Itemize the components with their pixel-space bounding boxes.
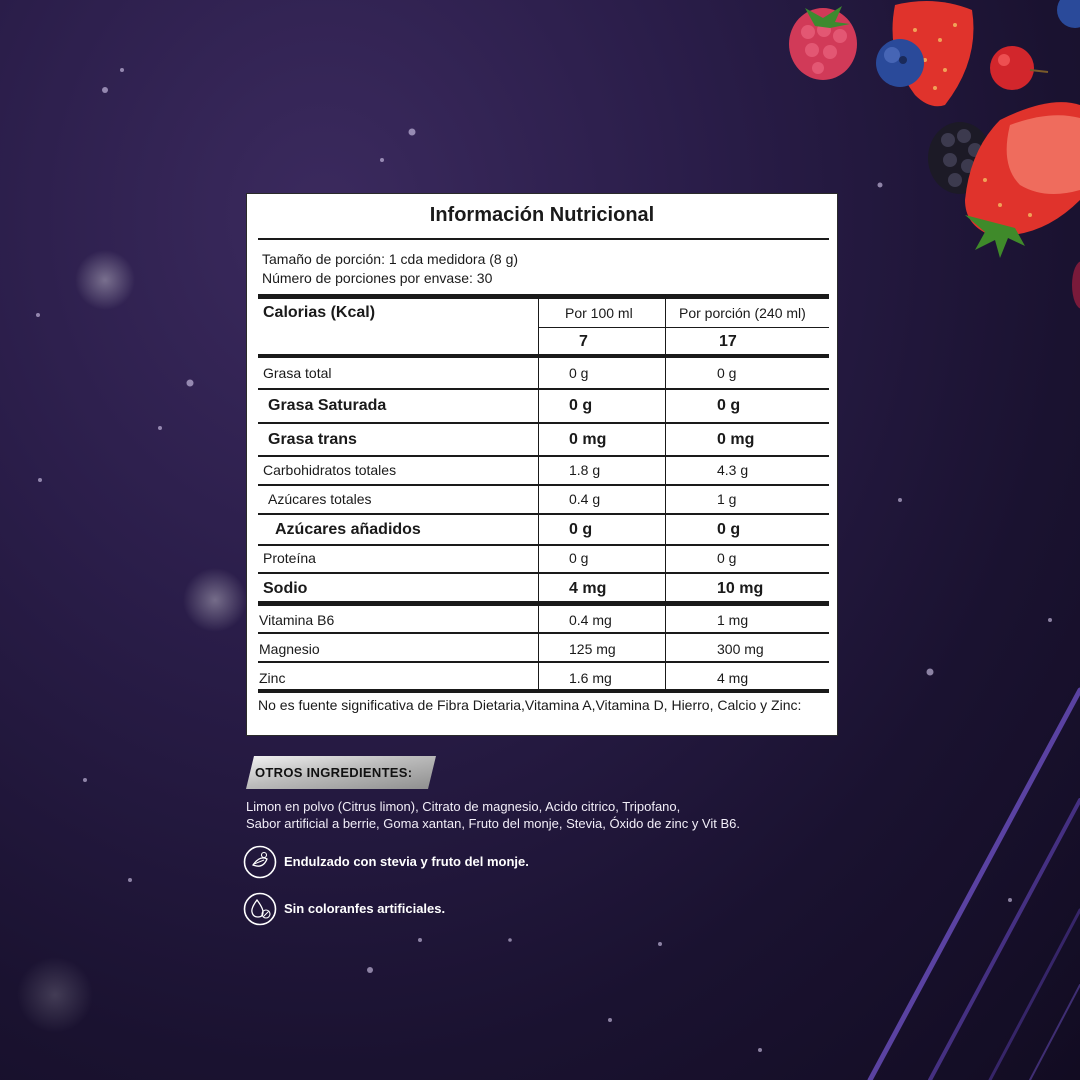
bokeh-light bbox=[183, 568, 247, 632]
nutrient-per-100ml: 4 mg bbox=[569, 580, 607, 597]
calories-per-100ml: 7 bbox=[579, 333, 588, 350]
nutrient-name: Proteína bbox=[263, 550, 316, 566]
nutrient-per-100ml: 0 g bbox=[569, 550, 589, 566]
divider-thick bbox=[258, 689, 829, 693]
nutrient-per-100ml: 0.4 mg bbox=[569, 612, 612, 628]
bokeh-light bbox=[17, 957, 93, 1033]
nutrient-name: Sodio bbox=[263, 580, 308, 597]
nutrient-name: Grasa trans bbox=[268, 431, 357, 448]
servings-per-container: Número de porciones por envase: 30 bbox=[262, 270, 493, 286]
no-colorant-drop-icon bbox=[243, 892, 277, 926]
divider bbox=[258, 513, 829, 515]
nutrient-per-100ml: 0 g bbox=[569, 521, 593, 538]
divider bbox=[539, 327, 829, 328]
nutrient-name: Grasa total bbox=[263, 365, 332, 381]
bokeh-light bbox=[75, 250, 135, 310]
nutrient-per-serving: 0 g bbox=[717, 550, 737, 566]
nutrient-per-100ml: 1.8 g bbox=[569, 462, 601, 478]
divider bbox=[258, 632, 829, 634]
nutrient-per-serving: 1 g bbox=[717, 491, 737, 507]
nutrient-per-serving: 0 mg bbox=[717, 431, 755, 448]
nutrient-name: Grasa Saturada bbox=[268, 397, 387, 414]
nutrient-per-100ml: 0 mg bbox=[569, 431, 607, 448]
serving-size: Tamaño de porción: 1 cda medidora (8 g) bbox=[262, 251, 519, 267]
feature-text: Endulzado con stevia y fruto del monje. bbox=[284, 854, 529, 869]
currant-icon bbox=[990, 46, 1048, 90]
nutrient-per-100ml: 0 g bbox=[569, 397, 593, 414]
stevia-leaf-icon bbox=[243, 845, 277, 879]
berry-edge bbox=[1072, 261, 1080, 309]
footnote: No es fuente significativa de Fibra Dietaria,Vitamina A,Vitamina D, Hierro, Calcio y Zinc: bbox=[258, 697, 802, 713]
raspberry-icon bbox=[789, 6, 857, 80]
divider bbox=[258, 238, 829, 240]
divider bbox=[258, 422, 829, 424]
nutrient-per-serving: 1 mg bbox=[717, 612, 749, 628]
strawberry-icon bbox=[965, 102, 1080, 258]
nutrient-per-serving: 10 mg bbox=[717, 580, 764, 597]
nutrient-name: Magnesio bbox=[259, 641, 320, 657]
nutrient-per-100ml: 125 mg bbox=[569, 641, 616, 657]
blueberry-icon bbox=[876, 39, 924, 87]
column-header-per-serving: Por porción (240 ml) bbox=[679, 305, 806, 321]
nutrient-name: Zinc bbox=[259, 670, 286, 686]
column-header-per-100ml: Por 100 ml bbox=[565, 305, 633, 321]
divider bbox=[258, 455, 829, 457]
light-streaks bbox=[870, 690, 1080, 1080]
nutrient-per-100ml: 0 g bbox=[569, 365, 589, 381]
calories-label: Calorias (Kcal) bbox=[263, 304, 376, 321]
divider bbox=[258, 544, 829, 546]
nutrition-title: Información Nutricional bbox=[429, 204, 655, 226]
nutrient-per-serving: 300 mg bbox=[717, 641, 764, 657]
ingredients-heading: OTROS INGREDIENTES: bbox=[255, 765, 413, 780]
divider bbox=[258, 572, 829, 574]
column-line bbox=[665, 299, 666, 689]
feature-text: Sin coloranfes artificiales. bbox=[284, 901, 446, 916]
ingredients-line: Limon en polvo (Citrus limon), Citrato de magnesio, Acido citrico, Tripofano, bbox=[246, 799, 681, 814]
nutrient-name: Vitamina B6 bbox=[259, 612, 335, 628]
nutrition-facts-panel bbox=[246, 193, 838, 736]
nutrient-per-serving: 0 g bbox=[717, 521, 741, 538]
divider bbox=[258, 661, 829, 663]
ingredients-list bbox=[246, 798, 866, 832]
divider bbox=[258, 388, 829, 390]
nutrient-per-100ml: 0.4 g bbox=[569, 491, 601, 507]
blueberry-icon bbox=[1057, 0, 1080, 28]
nutrient-per-100ml: 1.6 mg bbox=[569, 670, 612, 686]
ingredients-line: Sabor artificial a berrie, Goma xantan, Fruto del monje, Stevia, Óxido de zinc y Vit B6. bbox=[246, 816, 740, 831]
divider-thick bbox=[258, 354, 829, 358]
divider bbox=[258, 484, 829, 486]
nutrient-per-serving: 4.3 g bbox=[717, 462, 749, 478]
nutrient-per-serving: 0 g bbox=[717, 397, 741, 414]
calories-per-serving: 17 bbox=[719, 333, 737, 350]
divider-thick bbox=[258, 601, 829, 606]
nutrient-name: Carbohidratos totales bbox=[263, 462, 397, 478]
nutrient-per-serving: 0 g bbox=[717, 365, 737, 381]
nutrient-per-serving: 4 mg bbox=[717, 670, 749, 686]
nutrient-name: Azúcares totales bbox=[268, 491, 372, 507]
column-line bbox=[538, 299, 539, 689]
divider-thick bbox=[258, 294, 829, 299]
nutrient-name: Azúcares añadidos bbox=[275, 521, 421, 538]
